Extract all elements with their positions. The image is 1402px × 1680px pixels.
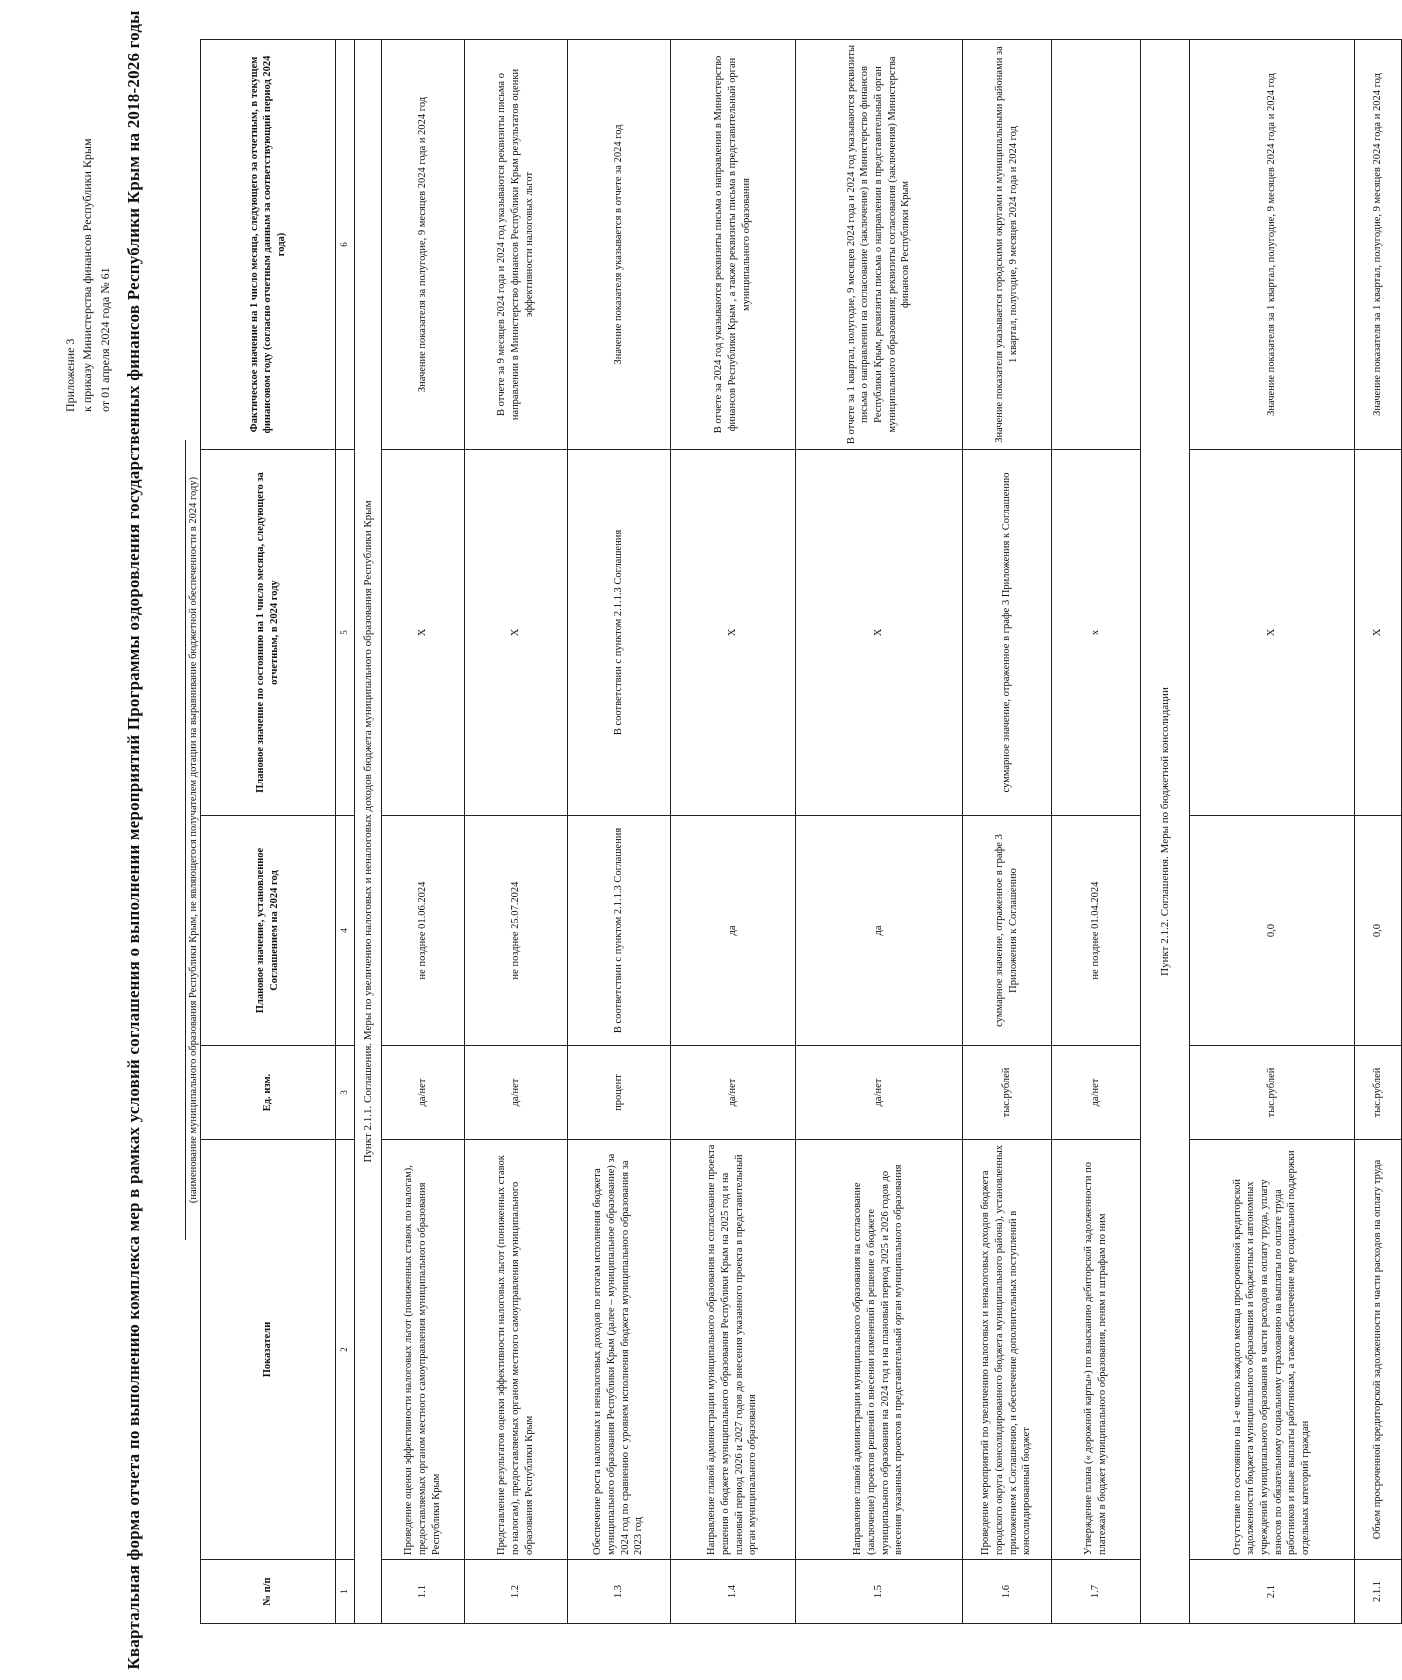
table-row <box>1354 40 1401 1624</box>
row-plan-year: В соответствии с пунктом 2.1.1.3 Соглашения <box>567 816 670 1046</box>
section-title: Пункт 2.1.2. Соглашения. Меры по бюджетной консолидации <box>1140 40 1189 1624</box>
row-num: 2.1 <box>1189 1560 1354 1624</box>
row-plan-year: 0,0 <box>1189 816 1354 1046</box>
section-row-2-1-2 <box>1140 40 1189 1624</box>
row-unit: да/нет <box>670 1046 795 1140</box>
col-number: 6 <box>336 40 355 450</box>
row-fact: В отчете за 2024 год указываются реквизиты письма о направлении в Министерство финансов Республики Крым , а также реквизиты письма в представительный орган муниципального образования <box>670 40 795 450</box>
row-indicator: Объем просроченной кредиторской задолженности в части расходов на оплату труда <box>1354 1140 1401 1560</box>
col-number: 3 <box>336 1046 355 1140</box>
row-plan-year: да <box>670 816 795 1046</box>
appendix-label: Приложение 3 <box>63 338 77 412</box>
table-row <box>962 40 1051 1624</box>
row-unit: да/нет <box>1051 1046 1140 1140</box>
row-unit: да/нет <box>464 1046 567 1140</box>
row-indicator: Утверждение плана (« дорожной карты») по взысканию дебиторской задолженности по платежам в бюджет муниципального образования, пеням и штрафам по ним <box>1051 1140 1140 1560</box>
col-header-plan-month: Плановое значение по состоянию на 1 число месяца, следующего за отчетным, в 2024 году <box>201 450 336 816</box>
row-unit: тыс.рублей <box>962 1046 1051 1140</box>
row-fact: Значение показателя указывается городскими округами и муниципальными районами за 1 квартал, полугодие, 9 месяцев 2024 года и 2024 год <box>962 40 1051 450</box>
row-plan-month: Х <box>795 450 962 816</box>
row-unit: тыс.рублей <box>1354 1046 1401 1140</box>
table-row <box>381 40 464 1624</box>
row-fact: В отчете за 1 квартал, полугодие, 9 месяцев 2024 года и 2024 год указываются реквизиты письма о направлении на согласование (заключение) в Министерство финансов Республики Крым, реквизиты письма о направлении в представительный орган муниципального образования; реквизиты согласования (заключения) Министерства финансов Республики Крым <box>795 40 962 450</box>
row-plan-year: 0,0 <box>1354 816 1401 1046</box>
row-unit: процент <box>567 1046 670 1140</box>
row-unit: да/нет <box>795 1046 962 1140</box>
row-plan-month: Х <box>464 450 567 816</box>
col-header-fact: Фактическое значение на 1 число месяца, следующего за отчетным, в текущем финансовом году (согласно отчетным данным за соответствующий период 2024 года) <box>201 40 336 450</box>
col-number: 4 <box>336 816 355 1046</box>
table-row <box>795 40 962 1624</box>
row-fact: Значение показателя за 1 квартал, полугодие, 9 месяцев 2024 года и 2024 год <box>1189 40 1354 450</box>
row-num: 2.1.1 <box>1354 1560 1401 1624</box>
row-indicator: Проведение мероприятий по увеличению налоговых и неналоговых доходов бюджета городского округа (консолидированного бюджета муниципального района), установленных приложением к Соглашению, и обеспечение дополнительных поступлений в консолидированный бюджет <box>962 1140 1051 1560</box>
row-num: 1.4 <box>670 1560 795 1624</box>
row-fact: Значение показателя указывается в отчете за 2024 год <box>567 40 670 450</box>
section-row-2-1-1 <box>354 40 381 1624</box>
row-num: 1.7 <box>1051 1560 1140 1624</box>
column-number-row <box>336 40 355 1624</box>
row-plan-month: Х <box>670 450 795 816</box>
row-num: 1.2 <box>464 1560 567 1624</box>
row-plan-month: В соответствии с пунктом 2.1.1.3 Соглашения <box>567 450 670 816</box>
appendix-date: от 01 апреля 2024 года № 61 <box>97 267 112 412</box>
row-fact <box>1051 40 1140 450</box>
row-fact: Значение показателя за 1 квартал, полугодие, 9 месяцев 2024 года и 2024 год <box>1354 40 1401 450</box>
row-plan-year: да <box>795 816 962 1046</box>
row-plan-month: Х <box>1354 450 1401 816</box>
table-row <box>567 40 670 1624</box>
header-row <box>201 40 336 1624</box>
report-table <box>200 39 1402 1624</box>
appendix-order: к приказу Министерства финансов Республики Крым <box>80 138 95 412</box>
table-row <box>1051 40 1140 1624</box>
row-plan-year: не позднее 01.04.2024 <box>1051 816 1140 1046</box>
col-number: 1 <box>336 1560 355 1624</box>
row-plan-month: Х <box>381 450 464 816</box>
row-num: 1.3 <box>567 1560 670 1624</box>
table-row <box>464 40 567 1624</box>
row-num: 1.5 <box>795 1560 962 1624</box>
document-title: Квартальная форма отчета по выполнению комплекса мер в рамках условий соглашения о выполнении мероприятий Программы оздоровления государственных финансов Республики Крым на 2018-2026 годы <box>124 10 143 1670</box>
row-fact: В отчете за 9 месяцев 2024 года и 2024 год указываются реквизиты письма о направлении в Министерство финансов Республики Крым результатов оценки эффективности налоговых льгот <box>464 40 567 450</box>
row-indicator: Представление результатов оценки эффективности налоговых льгот (пониженных ставок по налогам), предоставляемых органом местного самоуправления муниципального образования Республики Крым <box>464 1140 567 1560</box>
row-plan-year: не позднее 25.07.2024 <box>464 816 567 1046</box>
row-plan-month: х <box>1051 450 1140 816</box>
row-indicator: Отсутствие по состоянию на 1-е число каждого месяца просроченной кредиторской задолженности бюджета муниципального образования и бюджетных и автономных учреждений муниципального образования в части расходов на оплату труда, уплату взносов по обязательному социальному страхованию на выплаты по оплате труда работников и иные выплаты работникам, а также обеспечение мер социальной поддержки отдельных категорий граждан <box>1189 1140 1354 1560</box>
col-header-num: № п/п <box>201 1560 336 1624</box>
row-indicator: Направление главой администрации муниципального образования на согласование (заключение) проектов решений о внесении изменений в решение о бюджете муниципального образования на 2024 год и на плановый период 2025 и 2026 годов до внесения указанных проектов в представительный орган муниципального образования <box>795 1140 962 1560</box>
row-indicator: Проведение оценки эффективности налоговых льгот (пониженных ставок по налогам), предоставляемых органом местного самоуправления муниципального образования Республики Крым <box>381 1140 464 1560</box>
row-unit: тыс.рублей <box>1189 1046 1354 1140</box>
row-num: 1.6 <box>962 1560 1051 1624</box>
row-fact: Значение показателя за полугодие, 9 месяцев 2024 года и 2024 год <box>381 40 464 450</box>
col-header-unit: Ед. изм. <box>201 1046 336 1140</box>
name-caption: (наименование муниципального образования Республики Крым, не являющегося получателем дотации на выравнивание бюджетной обеспеченности в 2024 году) <box>188 476 199 1204</box>
row-indicator: Обеспечение роста налоговых и неналоговых доходов по итогам исполнения бюджета муниципального образования Республики Крым (далее – муниципальное образование) за 2024 год по сравнению с уровнем исполнения бюджета муниципального образования за 2023 год <box>567 1140 670 1560</box>
appendix-block <box>62 32 114 412</box>
row-num: 1.1 <box>381 1560 464 1624</box>
table-row <box>670 40 795 1624</box>
col-number: 2 <box>336 1140 355 1560</box>
section-title: Пункт 2.1.1. Соглашения. Меры по увеличению налоговых и неналоговых доходов бюджета муниципального образования Республики Крым <box>354 40 381 1624</box>
table-row <box>1189 40 1354 1624</box>
col-header-plan-year: Плановое значение, установленное Соглашением на 2024 год <box>201 816 336 1046</box>
col-header-indicator: Показатели <box>201 1140 336 1560</box>
name-underline <box>185 440 186 1240</box>
row-plan-year: не позднее 01.06.2024 <box>381 816 464 1046</box>
col-number: 5 <box>336 450 355 816</box>
row-plan-year: суммарное значение, отраженное в графе 3 Приложения к Соглашению <box>962 816 1051 1046</box>
row-indicator: Направление главой администрации муниципального образования на согласование проекта решения о бюджете муниципального образования Республики Крым на 2025 год и на плановый период 2026 и 2027 годов до внесения указанного проекта в представительный орган муниципального образования <box>670 1140 795 1560</box>
row-plan-month: суммарное значение, отраженное в графе 3 Приложения к Соглашению <box>962 450 1051 816</box>
row-unit: да/нет <box>381 1046 464 1140</box>
row-plan-month: Х <box>1189 450 1354 816</box>
